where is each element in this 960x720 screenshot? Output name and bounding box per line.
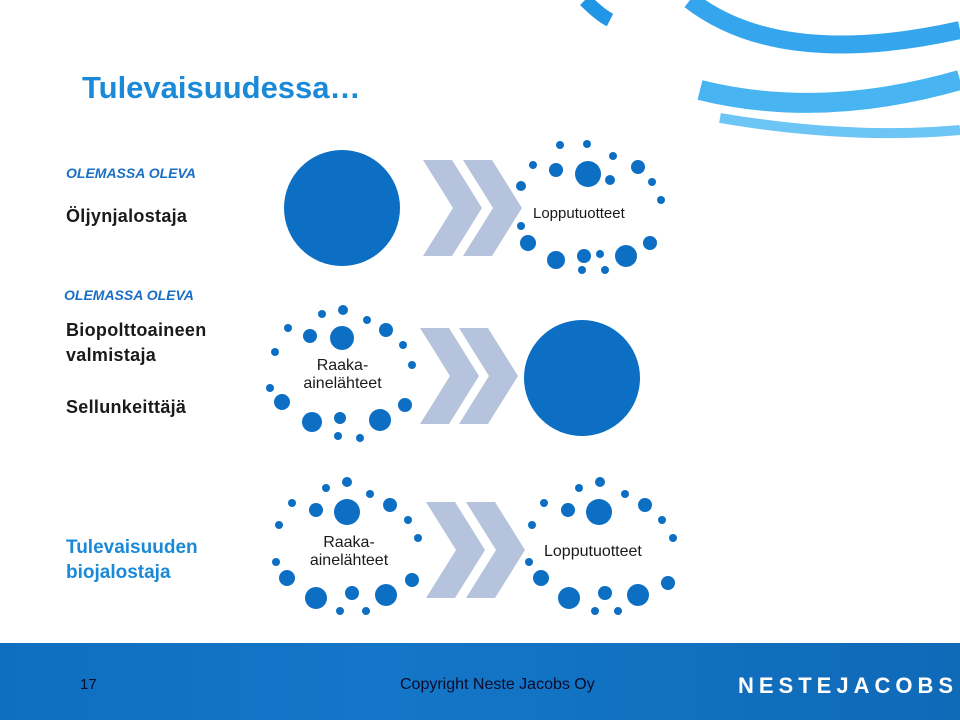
row-3-role-line-1: Tulevaisuuden [66,537,198,558]
chevron-right-icon [420,328,518,424]
refinery-circle-icon [284,150,400,266]
row-1-tag: OLEMASSA OLEVA [66,165,196,181]
row-3-output-label: Lopputuotteet [544,543,642,560]
copyright-text: Copyright Neste Jacobs Oy [400,676,595,693]
chevron-right-icon [426,502,525,598]
row-3-input-label [299,534,399,570]
row-2-input-label-line-2: ainelähteet [303,375,382,392]
row-2-role [66,318,207,368]
company-logo: NESTEJACOBS [738,673,959,698]
row-2-role-line-2: valmistaja [66,345,157,365]
row-3-role [66,535,198,585]
row-2-input-label [295,357,390,393]
row-2-role-line-1: Biopolttoaineen [66,320,207,340]
row-1-output-label: Lopputuotteet [533,205,625,222]
page-title: Tulevaisuudessa… [82,70,361,105]
row-3-role-line-2: biojalostaja [66,562,171,583]
row-1-role: Öljynjalostaja [66,206,188,226]
row-3-input-label-line-2: ainelähteet [309,552,389,569]
page-number: 17 [80,676,97,693]
row-2-input-label-line-1: Raaka- [316,357,369,374]
row-2-tag: OLEMASSA OLEVA [64,287,194,303]
biofuel-circle-icon [524,320,640,436]
chevron-right-icon [423,160,522,256]
row-3-input-label-line-1: Raaka- [323,534,375,551]
footer-bar [0,643,960,720]
row-2-role-2: Sellunkeittäjä [66,397,187,417]
